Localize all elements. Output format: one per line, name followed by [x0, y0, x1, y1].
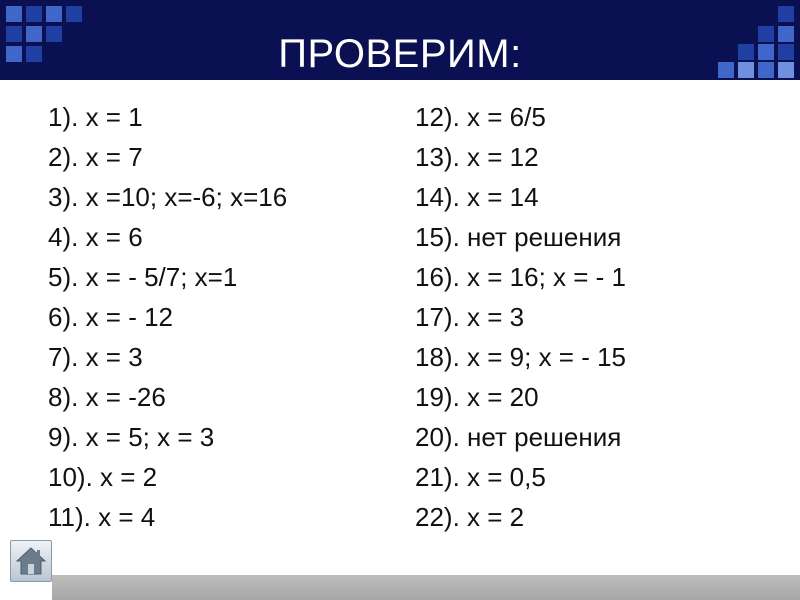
answer-item: 17). х = 3 — [415, 302, 525, 332]
answer-item: 16). х = 16; х = - 1 — [415, 262, 626, 292]
answer-item: 10). х = 2 — [48, 462, 158, 492]
answer-item: 14). х = 14 — [415, 182, 539, 212]
slide-title: ПРОВЕРИМ: — [278, 32, 522, 76]
answer-item: 12). х = 6/5 — [415, 102, 546, 132]
answer-item: 22). х = 2 — [415, 502, 525, 532]
answer-item: 21). х = 0,5 — [415, 462, 546, 492]
answer-item: 9). х = 5; х = 3 — [48, 422, 215, 452]
answer-item: 4). х = 6 — [48, 222, 143, 252]
answer-item: 1). х = 1 — [48, 102, 143, 132]
answers-column-left — [48, 97, 287, 537]
answer-item: 15). нет решения — [415, 222, 622, 252]
answer-item: 3). х =10; х=-6; х=16 — [48, 182, 288, 212]
home-button[interactable] — [10, 540, 52, 582]
answer-item: 11). х = 4 — [48, 502, 156, 532]
answer-item: 7). х = 3 — [48, 342, 143, 372]
answer-item: 8). х = -26 — [48, 382, 166, 412]
home-icon — [14, 544, 48, 578]
footer-bar — [52, 575, 800, 600]
answer-item: 13). х = 12 — [415, 142, 539, 172]
slide-header — [0, 0, 800, 80]
answer-item: 6). х = - 12 — [48, 302, 173, 332]
answers-column-right — [415, 97, 626, 537]
answer-item: 19). х = 20 — [415, 382, 539, 412]
answer-item: 20). нет решения — [415, 422, 622, 452]
answer-item: 5). х = - 5/7; х=1 — [48, 262, 238, 292]
answer-item: 2). х = 7 — [48, 142, 143, 172]
answer-item: 18). х = 9; х = - 15 — [415, 342, 626, 372]
